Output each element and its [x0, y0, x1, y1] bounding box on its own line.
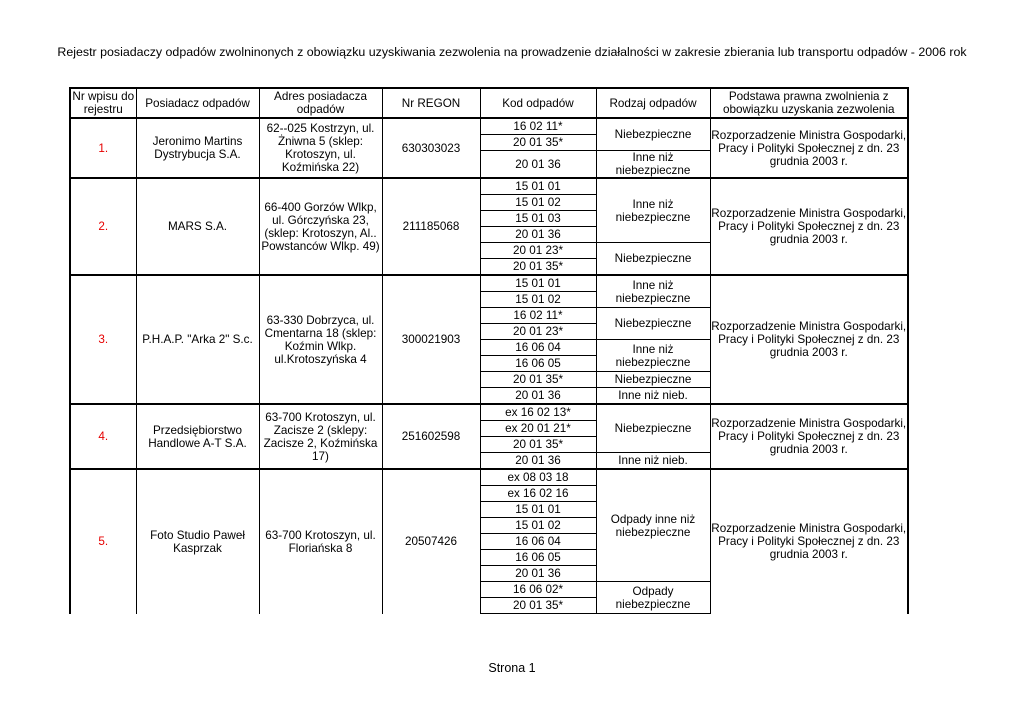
entry-posiadacz: Przedsiębiorstwo Handlowe A-T S.A. [136, 404, 259, 469]
waste-code: 15 01 01 [480, 502, 596, 518]
waste-code: 20 01 35* [480, 259, 596, 276]
entry-podstawa: Rozporzadzenie Ministra Gospodarki, Pracy i Polityki Społecznej z dn. 23 grudnia 2003 r. [710, 469, 908, 614]
entry-adres: 63-330 Dobrzyca, ul. Cmentarna 18 (sklep: Koźmin Wlkp. ul.Krotoszyńska 4 [259, 275, 382, 404]
waste-type: Inne niż niebezpieczne [596, 275, 710, 308]
waste-code: 20 01 36 [480, 566, 596, 582]
waste-type: Inne niż nieb. [596, 388, 710, 405]
waste-code: ex 16 02 16 [480, 486, 596, 502]
waste-code: ex 08 03 18 [480, 469, 596, 486]
waste-code: ex 20 01 21* [480, 421, 596, 437]
entry-adres: 63-700 Krotoszyn, ul. Zacisze 2 (sklepy: Zacisze 2, Koźmińska 17) [259, 404, 382, 469]
entry-number: 5. [70, 469, 136, 614]
waste-code: 20 01 35* [480, 135, 596, 151]
entry-posiadacz: Foto Studio Paweł Kasprzak [136, 469, 259, 614]
waste-code: 20 01 36 [480, 453, 596, 470]
entry-posiadacz: Jeronimo Martins Dystrybucja S.A. [136, 118, 259, 178]
waste-type: Niebezpieczne [596, 308, 710, 340]
table-row [70, 404, 908, 421]
entry-number: 2. [70, 178, 136, 275]
page-footer: Strona 1 [488, 661, 536, 675]
waste-type: Inne niż niebezpieczne [596, 178, 710, 243]
entry-adres: 63-700 Krotoszyn, ul. Floriańska 8 [259, 469, 382, 614]
waste-type: Niebezpieczne [596, 118, 710, 151]
entry-posiadacz: MARS S.A. [136, 178, 259, 275]
header-nr: Nr wpisu do rejestru [70, 88, 136, 118]
waste-code: 20 01 35* [480, 437, 596, 453]
waste-code: 20 01 23* [480, 324, 596, 340]
entry-regon: 251602598 [382, 404, 480, 469]
table-row [70, 275, 908, 292]
waste-code: 15 01 02 [480, 518, 596, 534]
waste-code: 16 06 05 [480, 550, 596, 566]
waste-type: Inne niż nieb. [596, 453, 710, 470]
table-row [70, 469, 908, 486]
waste-type: Inne niż niebezpieczne [596, 151, 710, 179]
entry-adres: 62--025 Kostrzyn, ul. Żniwna 5 (sklep: Krotoszyn, ul. Koźmińska 22) [259, 118, 382, 178]
waste-code: 16 06 05 [480, 356, 596, 372]
waste-code: 15 01 01 [480, 275, 596, 292]
waste-type: Niebezpieczne [596, 404, 710, 453]
waste-code: 16 06 04 [480, 534, 596, 550]
entry-number: 4. [70, 404, 136, 469]
waste-code: 20 01 35* [480, 598, 596, 614]
entry-regon: 300021903 [382, 275, 480, 404]
entry-number: 1. [70, 118, 136, 178]
header-rodzaj: Rodzaj odpadów [596, 88, 710, 118]
waste-code: 20 01 36 [480, 388, 596, 405]
entry-podstawa: Rozporzadzenie Ministra Gospodarki, Pracy i Polityki Społecznej z dn. 23 grudnia 2003 r. [710, 118, 908, 178]
waste-code: 16 06 04 [480, 340, 596, 356]
entry-podstawa: Rozporzadzenie Ministra Gospodarki, Pracy i Polityki Społecznej z dn. 23 grudnia 2003 r. [710, 404, 908, 469]
waste-type: Inne niż niebezpieczne [596, 340, 710, 372]
waste-code: 15 01 02 [480, 195, 596, 211]
waste-code: 15 01 01 [480, 178, 596, 195]
header-podstawa: Podstawa prawna zwolnienia z obowiązku uzyskania zezwolenia [710, 88, 908, 118]
table-row [70, 118, 908, 135]
waste-code: 20 01 35* [480, 372, 596, 388]
entry-regon: 630303023 [382, 118, 480, 178]
waste-code: ex 16 02 13* [480, 404, 596, 421]
page-title: Rejestr posiadaczy odpadów zwolninonych z obowiązku uzyskiwania zezwolenia na prowadzenie działalności w zakresie zbierania lub transportu odpadów - 2006 rok [57, 45, 967, 59]
table-row [70, 178, 908, 195]
waste-type: Odpady niebezpieczne [596, 582, 710, 614]
waste-code: 15 01 02 [480, 292, 596, 308]
header-posiadacz: Posiadacz odpadów [136, 88, 259, 118]
entry-adres: 66-400 Gorzów Wlkp, ul. Górczyńska 23, (sklep: Krotoszyn, Al.. Powstanców Wlkp. 49) [259, 178, 382, 275]
waste-type: Niebezpieczne [596, 372, 710, 388]
entry-posiadacz: P.H.A.P. "Arka 2" S.c. [136, 275, 259, 404]
waste-type: Niebezpieczne [596, 243, 710, 276]
entry-regon: 20507426 [382, 469, 480, 614]
entry-podstawa: Rozporzadzenie Ministra Gospodarki, Pracy i Polityki Społecznej z dn. 23 grudnia 2003 r. [710, 275, 908, 404]
waste-code: 20 01 36 [480, 227, 596, 243]
waste-code: 15 01 03 [480, 211, 596, 227]
waste-code: 20 01 36 [480, 151, 596, 179]
waste-code: 16 02 11* [480, 308, 596, 324]
header-regon: Nr REGON [382, 88, 480, 118]
waste-code: 20 01 23* [480, 243, 596, 259]
header-adres: Adres posiadacza odpadów [259, 88, 382, 118]
entry-regon: 211185068 [382, 178, 480, 275]
header-kod: Kod odpadów [480, 88, 596, 118]
waste-code: 16 06 02* [480, 582, 596, 598]
entry-podstawa: Rozporzadzenie Ministra Gospodarki, Pracy i Polityki Społecznej z dn. 23 grudnia 2003 r. [710, 178, 908, 275]
waste-type: Odpady inne niż niebezpieczne [596, 469, 710, 582]
waste-code: 16 02 11* [480, 118, 596, 135]
entry-number: 3. [70, 275, 136, 404]
register-table [69, 87, 909, 614]
